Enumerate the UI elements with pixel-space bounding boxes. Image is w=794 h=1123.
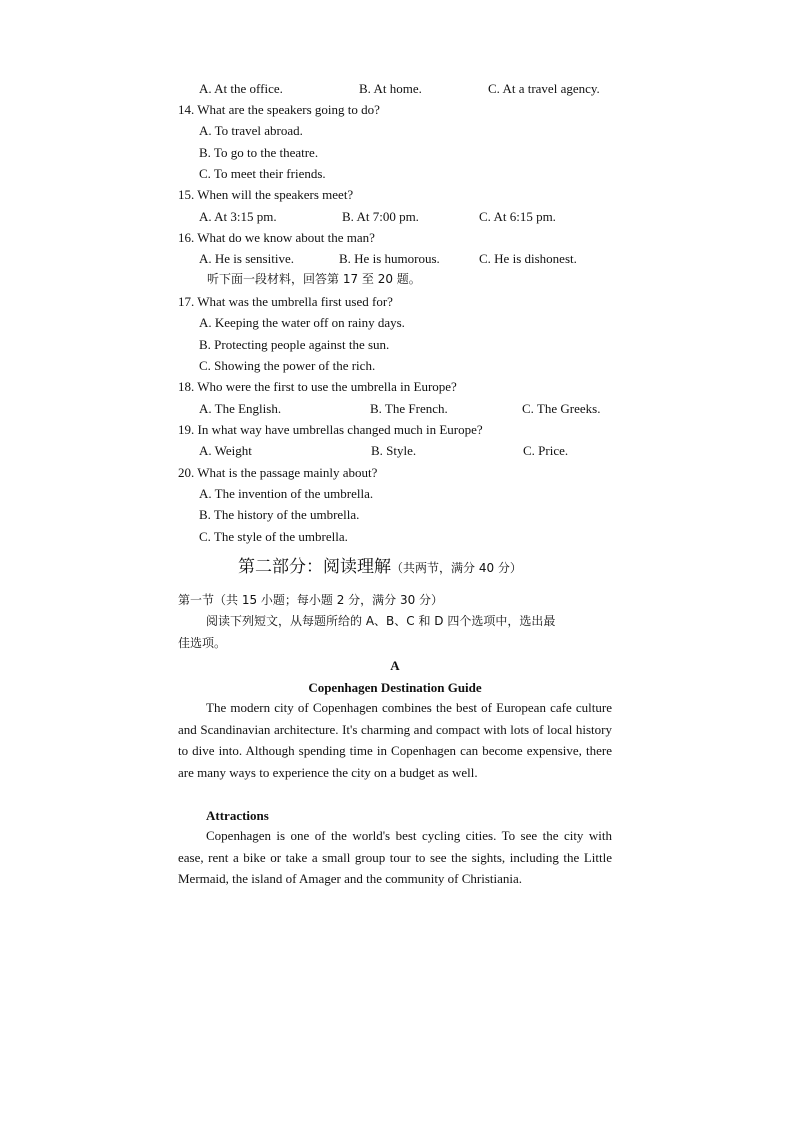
q14-option-a: A. To travel abroad.	[199, 123, 303, 138]
q16-option-c: C. He is dishonest.	[479, 251, 577, 266]
q13-option-b: B. At home.	[359, 81, 422, 96]
part2-title-note: （共两节，满分 40 分）	[391, 561, 522, 575]
q18-question: 18. Who were the first to use the umbrella in Europe?	[178, 379, 457, 394]
q19-option-a: A. Weight	[199, 443, 252, 458]
q19-option-c: C. Price.	[523, 443, 569, 458]
q17-question: 17. What was the umbrella first used for?	[178, 294, 393, 309]
passage-paragraph-2	[178, 825, 612, 890]
part2-heading	[238, 557, 522, 578]
q13-option-a: A. At the office.	[199, 81, 283, 96]
q20-question: 20. What is the passage mainly about?	[178, 465, 378, 480]
q20-option-a: A. The invention of the umbrella.	[199, 486, 374, 501]
q16-option-a: A. He is sensitive.	[199, 251, 294, 266]
q18-option-a: A. The English.	[199, 401, 282, 416]
passage-paragraph-2-text: Copenhagen is one of the world's best cycling cities. To see the city with ease, rent a bike or take a small group tour to see the sights, including the Little Mermaid, the island of Amager and the community of Christiania.	[178, 828, 612, 886]
q15-question: 15. When will the speakers meet?	[178, 187, 354, 202]
passage-title: Copenhagen Destination Guide	[308, 680, 482, 695]
q15-option-b: B. At 7:00 pm.	[342, 209, 419, 224]
q18-option-b: B. The French.	[370, 401, 448, 416]
part2-title: 第二部分：阅读理解	[238, 557, 391, 577]
q14-option-b: B. To go to the theatre.	[199, 145, 319, 160]
q14-question: 14. What are the speakers going to do?	[178, 102, 380, 117]
passage-paragraph-1-text: The modern city of Copenhagen combines the best of European cafe culture and Scandinavian architecture. It's charming and compact with lots of local history to dive into. Although spending time in Copenhagen can become expensive, there are many ways to experience the city on a budget as well.	[178, 700, 612, 780]
section1-heading: 第一节（共 15 小题；每小题 2 分，满分 30 分）	[178, 593, 444, 607]
passage-paragraph-1	[178, 697, 612, 783]
q15-option-a: A. At 3:15 pm.	[199, 209, 277, 224]
passage-letter: A	[390, 658, 400, 673]
q13-option-c: C. At a travel agency.	[488, 81, 600, 96]
reading-instruction-line1: 阅读下列短文，从每题所给的 A、B、C 和 D 四个选项中，选出最	[206, 614, 556, 628]
reading-instruction-line2: 佳选项。	[178, 636, 227, 650]
q17-option-b: B. Protecting people against the sun.	[199, 337, 390, 352]
q20-option-c: C. The style of the umbrella.	[199, 529, 348, 544]
attractions-subheading: Attractions	[206, 808, 269, 823]
q19-question: 19. In what way have umbrellas changed much in Europe?	[178, 422, 483, 437]
q16-option-b: B. He is humorous.	[339, 251, 440, 266]
q20-option-b: B. The history of the umbrella.	[199, 507, 360, 522]
q17-option-a: A. Keeping the water off on rainy days.	[199, 315, 405, 330]
q15-option-c: C. At 6:15 pm.	[479, 209, 556, 224]
q19-option-b: B. Style.	[371, 443, 417, 458]
listening-section-note: 听下面一段材料，回答第 17 至 20 题。	[207, 272, 421, 286]
q16-question: 16. What do we know about the man?	[178, 230, 375, 245]
q14-option-c: C. To meet their friends.	[199, 166, 326, 181]
q17-option-c: C. Showing the power of the rich.	[199, 358, 376, 373]
q18-option-c: C. The Greeks.	[522, 401, 601, 416]
